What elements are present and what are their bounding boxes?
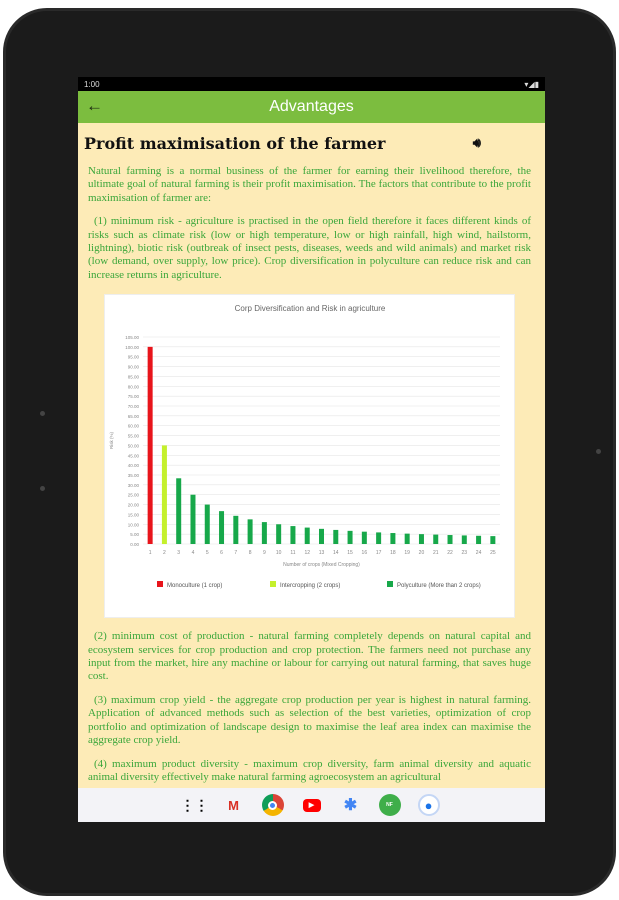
bar-17 — [376, 533, 381, 545]
x-tick-label: 9 — [262, 550, 266, 557]
bar-15 — [348, 531, 353, 544]
bar-9 — [262, 522, 267, 544]
y-tick-label: 55.00 — [127, 433, 139, 439]
x-tick-label: 8 — [248, 550, 252, 557]
y-tick-label: 70.00 — [127, 404, 139, 410]
x-tick-label: 6 — [220, 550, 223, 557]
x-tick-label: 7 — [234, 550, 238, 557]
paragraph-4: (4) maximum product diversity - maximum crop diversity, farm animal diversity and aquatic animal diversity effectively make natural farming agroecosystem an agricultural — [88, 757, 531, 783]
legend-label: Monoculture (1 crop) — [167, 583, 223, 590]
x-tick-label: 19 — [404, 550, 410, 557]
x-tick-label: 15 — [347, 550, 353, 557]
y-tick-label: 10.00 — [127, 522, 139, 528]
speaker-icon[interactable]: 🔊︎ — [472, 135, 481, 151]
bar-8 — [248, 520, 253, 545]
legend-swatch — [387, 581, 393, 587]
sensor-dot — [40, 486, 45, 491]
bar-5 — [205, 505, 210, 544]
article — [78, 123, 545, 784]
screen — [78, 77, 545, 822]
y-tick-label: 45.00 — [127, 453, 139, 459]
y-tick-label: 65.00 — [127, 414, 139, 420]
bar-19 — [405, 534, 410, 544]
bar-16 — [362, 532, 367, 544]
bar-13 — [319, 529, 324, 544]
y-tick-label: 15.00 — [127, 512, 139, 518]
bar-21 — [433, 535, 438, 544]
x-tick-label: 14 — [332, 550, 339, 557]
bar-25 — [490, 536, 495, 544]
legend-swatch — [270, 581, 276, 587]
x-tick-label: 12 — [304, 550, 311, 557]
legend-swatch — [157, 581, 163, 587]
messages-icon[interactable]: ● — [418, 794, 440, 816]
app-bar — [78, 91, 545, 123]
x-tick-label: 4 — [191, 550, 195, 557]
bar-12 — [305, 528, 310, 544]
paragraph-2: (2) minimum cost of production - natural farming completely depends on natural capital and ecosystem services for crop production and crop protection. The farmers need not purchase any input from the market, hire any machine or labour for carrying out natural farming, that saves huge cost. — [88, 630, 531, 683]
x-tick-label: 5 — [205, 550, 209, 557]
risk-chart — [104, 294, 515, 618]
x-tick-label: 11 — [290, 550, 296, 557]
y-tick-label: 25.00 — [127, 492, 139, 498]
bar-1 — [148, 347, 153, 544]
bar-24 — [476, 536, 481, 544]
bar-4 — [190, 495, 195, 544]
natural-farming-app-icon[interactable]: NF — [379, 794, 401, 816]
y-tick-label: 35.00 — [127, 473, 139, 479]
status-time: 1:00 — [84, 79, 100, 89]
y-tick-label: 0.00 — [130, 542, 139, 548]
taskbar — [78, 788, 545, 822]
article-title: Profit maximisation of the farmer — [84, 133, 386, 153]
legend-label: Polyculture (More than 2 crops) — [397, 583, 481, 590]
status-icons: ▾◢▮ — [524, 79, 539, 89]
x-tick-label: 16 — [361, 550, 368, 557]
y-tick-label: 40.00 — [127, 463, 139, 469]
sensor-dot — [40, 411, 45, 416]
y-tick-label: 30.00 — [127, 483, 139, 489]
y-tick-label: 90.00 — [127, 364, 139, 370]
bar-10 — [276, 525, 281, 545]
y-tick-label: 95.00 — [127, 354, 139, 360]
bar-2 — [162, 446, 167, 545]
paragraph-intro: Natural farming is a normal business of the farmer for earning their livelihood therefore, the ultimate goal of natural farming is their profit maximisation. The factors that contribute to the profit maximisation of farmer are: — [88, 165, 531, 204]
bar-7 — [233, 516, 238, 544]
x-tick-label: 3 — [177, 550, 181, 557]
x-axis-label: Number of crops (Mixed Cropping) — [283, 562, 360, 569]
back-arrow-icon[interactable]: ← — [86, 96, 103, 115]
bar-6 — [219, 511, 224, 544]
article-heading-row — [84, 131, 531, 155]
chrome-icon[interactable] — [262, 794, 284, 816]
y-tick-label: 105.00 — [125, 335, 139, 341]
bar-18 — [390, 533, 395, 544]
paragraph-1: (1) minimum risk - agriculture is practised in the open field therefore it faces different kinds of risks such as climate risk (low or high temperature, low or high rainfall, high wind, hailstorm, lightning), biotic risk (outbreak of insect pests, diseases, weeds and wild animals) and market risk (low demand, over supply, low price). Crop diversification in polyculture can reduce risk and can increase returns in agriculture. — [88, 215, 531, 281]
x-tick-label: 18 — [390, 550, 396, 557]
x-tick-label: 2 — [163, 550, 166, 557]
x-tick-label: 13 — [318, 550, 325, 557]
x-tick-label: 25 — [490, 550, 496, 557]
x-tick-label: 24 — [475, 550, 482, 557]
bar-23 — [462, 536, 467, 545]
status-bar — [78, 77, 545, 91]
x-tick-label: 22 — [447, 550, 453, 557]
x-tick-label: 23 — [461, 550, 468, 557]
chart-title: Corp Diversification and Risk in agriculture — [234, 304, 386, 314]
bar-3 — [176, 479, 181, 545]
camera-dot — [596, 449, 601, 454]
y-tick-label: 80.00 — [127, 384, 139, 390]
bar-11 — [290, 526, 295, 544]
y-tick-label: 85.00 — [127, 374, 139, 380]
youtube-icon[interactable]: ▶ — [301, 794, 323, 816]
bar-14 — [333, 530, 338, 544]
photos-icon[interactable]: ✱ — [343, 797, 358, 814]
apps-grid-icon[interactable]: ⋮⋮ — [180, 796, 209, 813]
paragraph-3: (3) maximum crop yield - the aggregate crop production per year is highest in natural farming. Application of advanced methods such as selection of the best varieties, optimization of crop portfolio and optimization of landscape design to maximise the leaf area index can maximise the aggregate crop yield. — [88, 693, 531, 747]
y-tick-label: 5.00 — [130, 532, 139, 538]
bar-22 — [448, 535, 453, 544]
x-tick-label: 1 — [148, 550, 152, 557]
y-tick-label: 50.00 — [127, 443, 139, 449]
y-axis-label: Risk (%) — [109, 432, 114, 450]
y-tick-label: 100.00 — [125, 345, 139, 351]
x-tick-label: 10 — [275, 550, 282, 557]
gmail-icon[interactable]: M — [228, 797, 239, 813]
chart-svg — [105, 295, 516, 617]
app-title: Advantages — [269, 98, 354, 115]
x-tick-label: 20 — [418, 550, 425, 557]
legend-label: Intercropping (2 crops) — [280, 583, 341, 590]
x-tick-label: 17 — [375, 550, 382, 557]
y-tick-label: 20.00 — [127, 502, 139, 508]
bar-20 — [419, 534, 424, 544]
x-tick-label: 21 — [432, 550, 439, 557]
y-tick-label: 75.00 — [127, 394, 139, 400]
y-tick-label: 60.00 — [127, 423, 139, 429]
